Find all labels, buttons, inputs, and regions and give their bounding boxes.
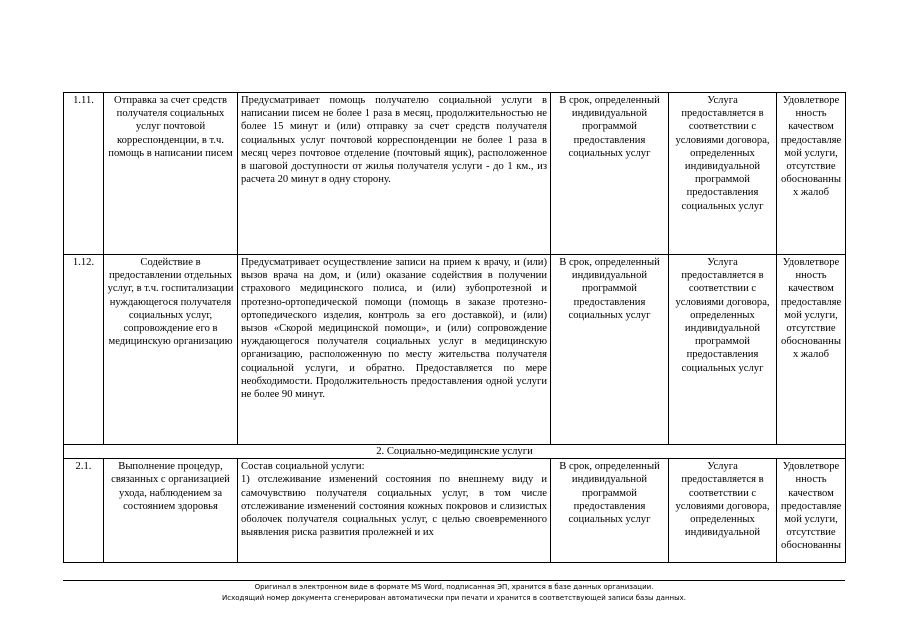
table-row: [64, 459, 846, 563]
table-row: [64, 93, 846, 255]
service-conditions: Услуга предоставляется в соответствии с условиями договора, определенных индивидуальной программой предоставления социальных услуг: [669, 255, 777, 445]
row-number: 1.11.: [64, 93, 104, 255]
service-conditions: Услуга предоставляется в соответствии с условиями договора, определенных индивидуальной программой предоставления социальных услуг: [669, 93, 777, 255]
service-quality: Удовлетворе нность качеством предоставляе мой услуги, отсутствие обоснованны х жалоб: [777, 93, 846, 255]
service-term: В срок, определенный индивидуальной программой предоставления социальных услуг: [551, 93, 669, 255]
service-description: [238, 459, 551, 563]
section-row: [64, 445, 846, 459]
service-quality: Удовлетворе нность качеством предоставляе мой услуги, отсутствие обоснованны х жалоб: [777, 255, 846, 445]
service-description: Предусматривает помощь получателю социальной услуги в написании писем не более 1 раза в месяц, продолжительностью не более 15 минут и (или) отправку за счет средств получателя социальных услуг почтовой корреспонденции не более 1 раза в месяц через почтовое отделение (почтовый ящик), расположенное в шаговой доступности от жилья получателя услуги - до 1 км., из расчета 20 минут в одну сторону.: [238, 93, 551, 255]
table-row: [64, 255, 846, 445]
service-name: Выполнение процедур, связанных с организацией ухода, наблюдением за состоянием здоровья: [104, 459, 238, 563]
description-line: 1) отслеживание изменений состояния по внешнему виду и самочувствию получателя социальных услуг, в том числе отслеживание изменений состояния кожных покровов и слизистых оболочек получателя социальных услуг, с целью своевременного выявления риска развития пролежней и их: [241, 474, 547, 539]
footer-line: Оригинал в электронном виде в формате MS Word, подписанная ЭП, хранится в базе данных организации.: [254, 583, 654, 591]
service-description: Предусматривает осуществление записи на прием к врачу, и (или) вызов врача на дом, и (или) оказание содействия в получении страхового медицинского полиса, и (или) зубопротезной и протезно-ортопедической помощи (помощь в заказе протезно-ортопедического изделия, контроль за его доставкой), и (или) вызов «Скорой медицинской помощи», и (или) сопровождение нуждающегося получателя социальных услуг в медицинскую организацию, расположенную по месту жительства получателя социальной услуги, и обратно. Предоставляется по мере необходимости. Продолжительность предоставления одной услуги не более 90 минут.: [238, 255, 551, 445]
services-table: [63, 92, 846, 563]
row-number: 1.12.: [64, 255, 104, 445]
section-title: 2. Социально-медицинские услуги: [64, 445, 846, 459]
service-term: В срок, определенный индивидуальной программой предоставления социальных услуг: [551, 459, 669, 563]
description-line: Состав социальной услуги:: [241, 461, 365, 473]
footer-divider: [63, 580, 845, 581]
service-name: Отправка за счет средств получателя социальных услуг почтовой корреспонденции, в т.ч. помощь в написании писем: [104, 93, 238, 255]
page-footer: [63, 582, 845, 604]
service-term: В срок, определенный индивидуальной программой предоставления социальных услуг: [551, 255, 669, 445]
service-name: Содействие в предоставлении отдельных услуг, в т.ч. госпитализации нуждающегося получателя социальных услуг, сопровождение его в медицинскую организацию: [104, 255, 238, 445]
service-conditions: Услуга предоставляется в соответствии с условиями договора, определенных индивидуальной: [669, 459, 777, 563]
row-number: 2.1.: [64, 459, 104, 563]
service-quality: Удовлетворе нность качеством предоставляе мой услуги, отсутствие обоснованны: [777, 459, 846, 563]
footer-line: Исходящий номер документа сгенерирован автоматически при печати и хранится в соответствующей записи базы данных.: [222, 594, 686, 602]
